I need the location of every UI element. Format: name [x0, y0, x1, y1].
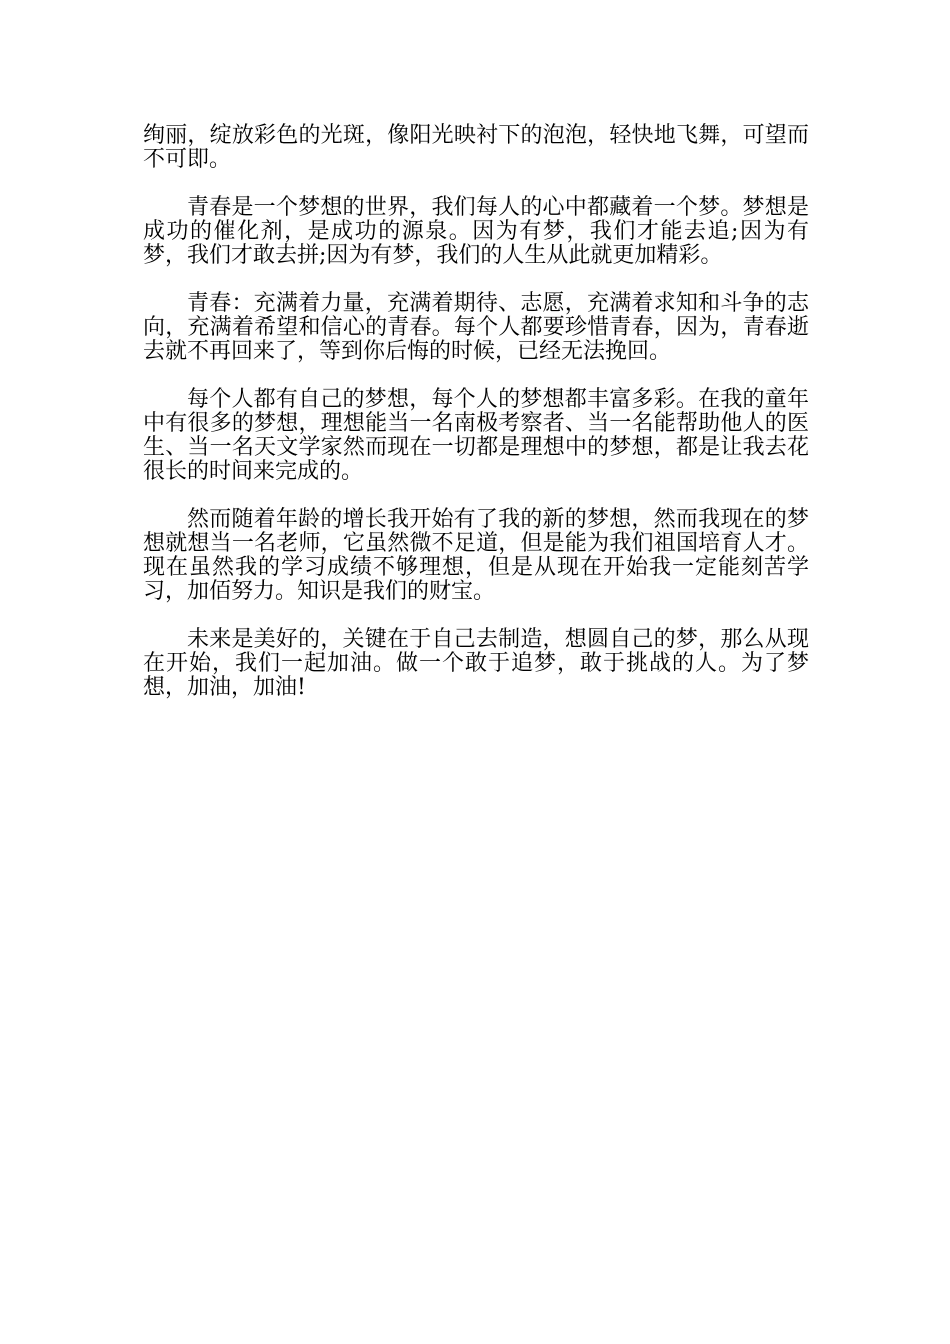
paragraph: 青春是一个梦想的世界，我们每人的心中都藏着一个梦。梦想是成功的催化剂，是成功的源泉。因为有梦，我们才能去追;因为有梦，我们才敢去拼;因为有梦，我们的人生从此就更加精彩。	[143, 195, 809, 268]
paragraph: 绚丽，绽放彩色的光斑，像阳光映衬下的泡泡，轻快地飞舞，可望而不可即。	[143, 123, 809, 172]
paragraph: 青春：充满着力量，充满着期待、志愿，充满着求知和斗争的志向，充满着希望和信心的青春。每个人都要珍惜青春，因为，青春逝去就不再回来了，等到你后悔的时候，已经无法挽回。	[143, 291, 809, 364]
document-body	[143, 124, 809, 724]
paragraph: 每个人都有自己的梦想，每个人的梦想都丰富多彩。在我的童年中有很多的梦想，理想能当一名南极考察者、当一名能帮助他人的医生、当一名天文学家然而现在一切都是理想中的梦想，都是让我去花很长的时间来完成的。	[143, 387, 809, 484]
paragraph: 然而随着年龄的增长我开始有了我的新的梦想，然而我现在的梦想就想当一名老师，它虽然微不足道，但是能为我们祖国培育人才。现在虽然我的学习成绩不够理想，但是从现在开始我一定能刻苦学习，加佰努力。知识是我们的财宝。	[143, 507, 809, 604]
paragraph: 未来是美好的，关键在于自己去制造，想圆自己的梦，那么从现在开始，我们一起加油。做一个敢于追梦，敢于挑战的人。为了梦想，加油，加油!	[143, 627, 809, 700]
